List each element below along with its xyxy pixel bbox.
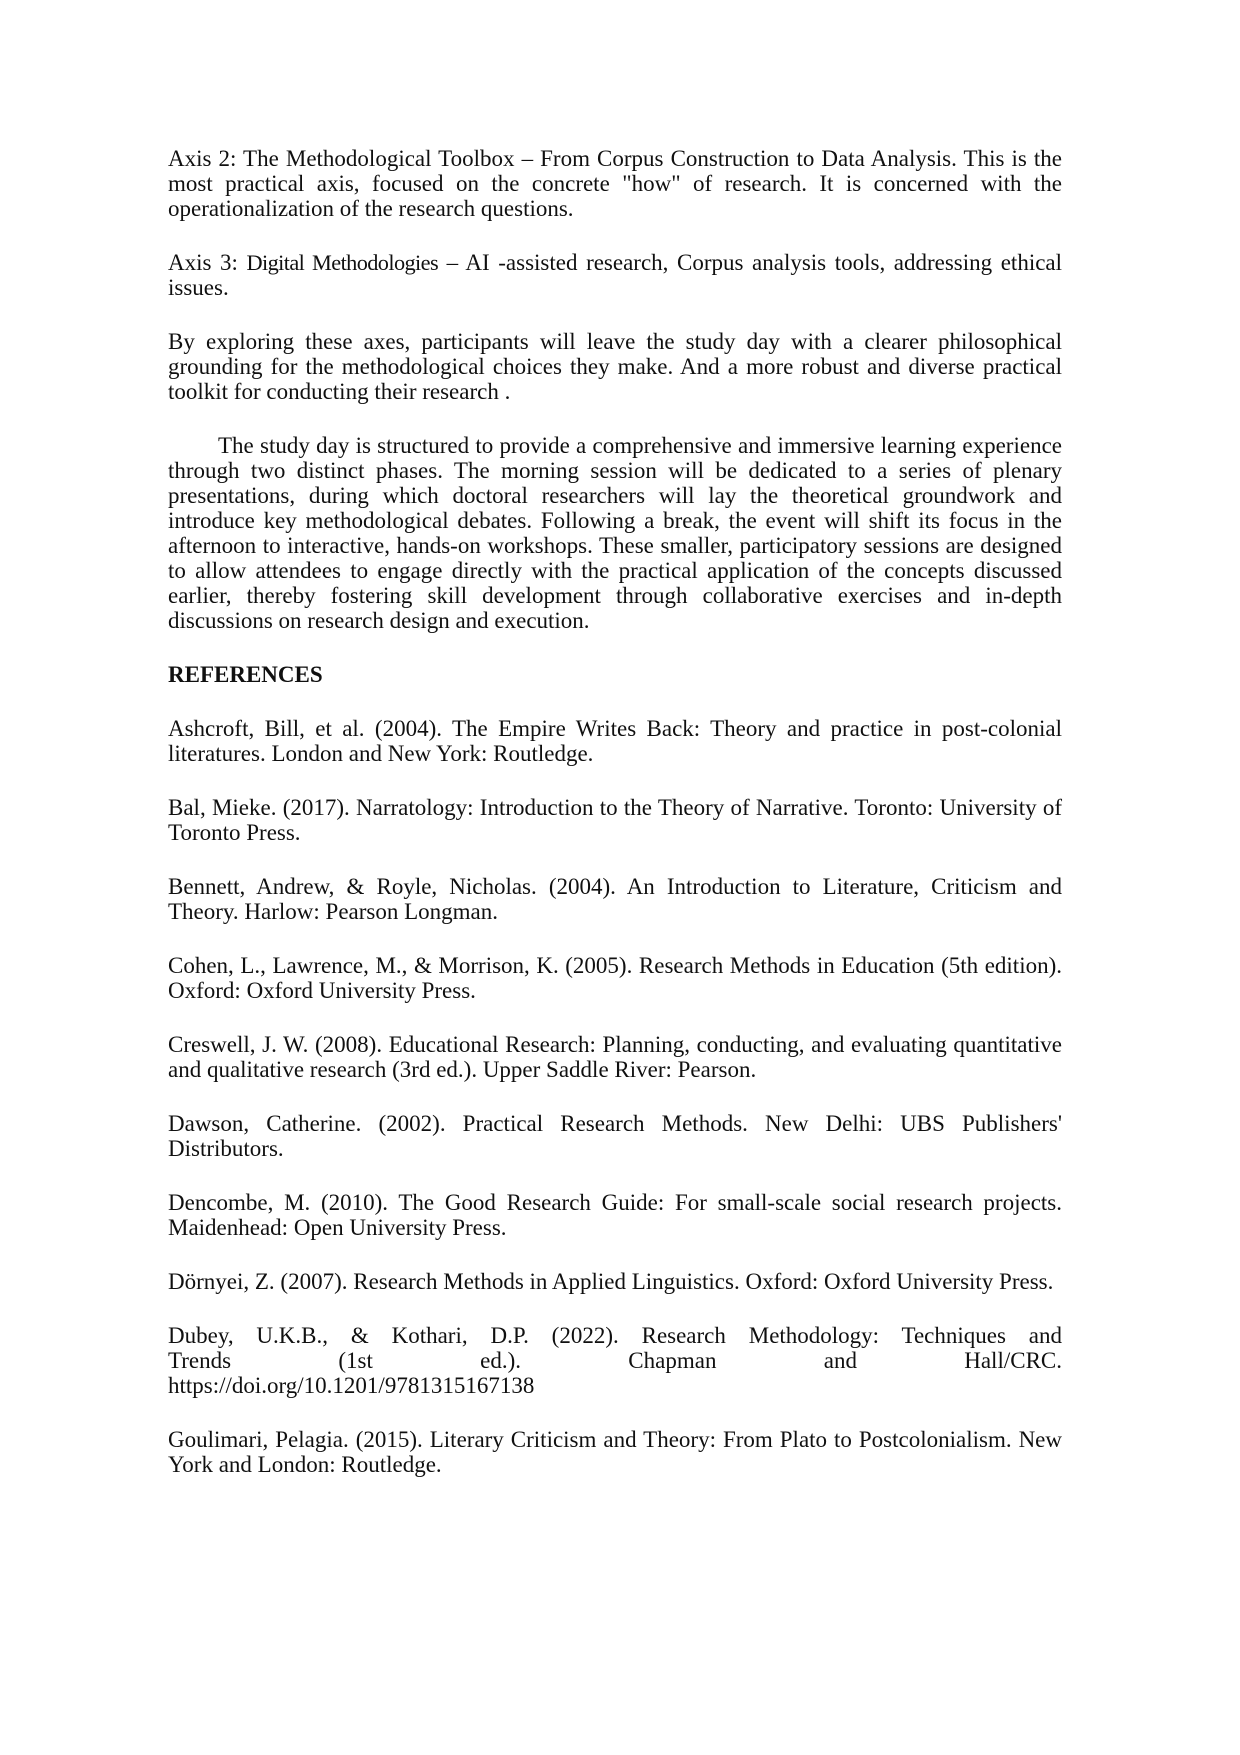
reference-goulimari: Goulimari, Pelagia. (2015). Literary Criticism and Theory: From Plato to Postcolonialism. New York and London: Routledge. [168,1427,1062,1477]
reference-dubey-line-2: Trends (1st ed.). Chapman and Hall/CRC. [168,1348,1062,1373]
references-heading: REFERENCES [168,662,323,687]
reference-bal: Bal, Mieke. (2017). Narratology: Introduction to the Theory of Narrative. Toronto: University of Toronto Press. [168,795,1062,845]
paragraph-study-day: The study day is structured to provide a comprehensive and immersive learning experience through two distinct phases. The morning session will be dedicated to a series of plenary presentations, during which doctoral researchers will lay the theoretical groundwork and introduce key methodological debates. Following a break, the event will shift its focus in the afternoon to interactive, hands-on workshops. These smaller, participatory sessions are designed to allow attendees to engage directly with the practical application of the concepts discussed earlier, thereby fostering skill development through collaborative exercises and in-depth discussions on research design and execution. [168,433,1062,633]
digital-methodologies-text: Digital Methodologies [246,250,439,275]
doi-url-text: https://doi.org/10.1201/9781315167138 [168,1373,535,1398]
paragraph-axis-2: Axis 2: The Methodological Toolbox – From Corpus Construction to Data Analysis. This is the most practical axis, focused on the concrete "how" of research. It is concerned with the operationalization of the research questions. [168,146,1062,221]
reference-cohen: Cohen, L., Lawrence, M., & Morrison, K. (2005). Research Methods in Education (5th edition). Oxford: Oxford University Press. [168,953,1062,1003]
axis-3-suffix: – AI -assisted research, Corpus analysis tools, addressing ethical issues. [168,250,1063,300]
reference-dawson: Dawson, Catherine. (2002). Practical Research Methods. New Delhi: UBS Publishers' Distributors. [168,1111,1062,1161]
reference-dubey-line-1: Dubey, U.K.B., & Kothari, D.P. (2022). Research Methodology: Techniques and [168,1323,1062,1348]
reference-dencombe: Dencombe, M. (2010). The Good Research Guide: For small-scale social research projects. Maidenhead: Open University Press. [168,1190,1062,1240]
reference-ashcroft: Ashcroft, Bill, et al. (2004). The Empire Writes Back: Theory and practice in post-colonial literatures. London and New York: Routledge. [168,716,1062,766]
reference-dornyei: Dörnyei, Z. (2007). Research Methods in Applied Linguistics. Oxford: Oxford University Press. [168,1269,1054,1294]
axis-3-prefix: Axis 3: [168,250,247,275]
reference-creswell: Creswell, J. W. (2008). Educational Research: Planning, conducting, and evaluating quantitative and qualitative research (3rd ed.). Upper Saddle River: Pearson. [168,1032,1062,1082]
reference-bennett: Bennett, Andrew, & Royle, Nicholas. (2004). An Introduction to Literature, Criticism and Theory. Harlow: Pearson Longman. [168,874,1062,924]
reference-dubey [168,1323,1062,1398]
paragraph-axis-3 [168,250,1062,300]
paragraph-axes-summary: By exploring these axes, participants will leave the study day with a clearer philosophical grounding for the methodological choices they make. And a more robust and diverse practical toolkit for conducting their research . [168,329,1062,404]
